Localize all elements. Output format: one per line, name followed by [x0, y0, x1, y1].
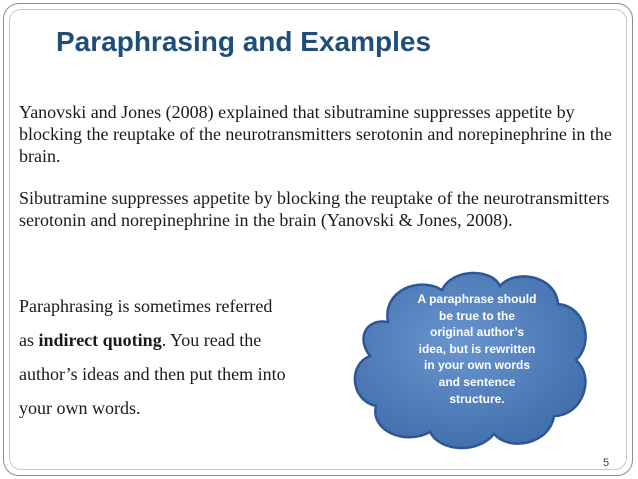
cloud-line: structure.: [449, 391, 505, 406]
definition-line-2: [19, 329, 286, 363]
definition-text: [19, 295, 286, 431]
definition-line-2-suffix: . You read the: [161, 330, 262, 350]
cloud-line: in your own words: [423, 358, 530, 373]
cloud-line: idea, but is rewritten: [418, 341, 536, 356]
indirect-quoting-term: indirect quoting: [38, 330, 162, 350]
cloud-line: be true to the: [438, 308, 515, 323]
definition-line-4: your own words.: [19, 398, 141, 418]
slide-title: Paraphrasing and Examples: [56, 26, 432, 57]
slide-number: 5: [603, 457, 610, 469]
definition-line-2-prefix: as: [19, 330, 39, 350]
cloud-caption: [393, 291, 561, 407]
paraphrase-example-narrative: Yanovski and Jones (2008) explained that sibutramine suppresses appetite by blocking the reuptake of the neurotransmitters serotonin and norepinephrine in the brain.: [19, 102, 612, 166]
definition-line-3: author’s ideas and then put them into: [19, 364, 286, 384]
cloud-line: and sentence: [438, 374, 516, 389]
definition-line-1: Paraphrasing is sometimes referred: [19, 296, 273, 316]
cloud-line: original author’s: [429, 325, 524, 340]
cloud-line: A paraphrase should: [417, 292, 537, 306]
paraphrase-example-parenthetical: Sibutramine suppresses appetite by blocking the reuptake of the neurotransmitters serotonin and norepinephrine in the brain (Yanovski & Jones, 2008).: [19, 188, 610, 230]
